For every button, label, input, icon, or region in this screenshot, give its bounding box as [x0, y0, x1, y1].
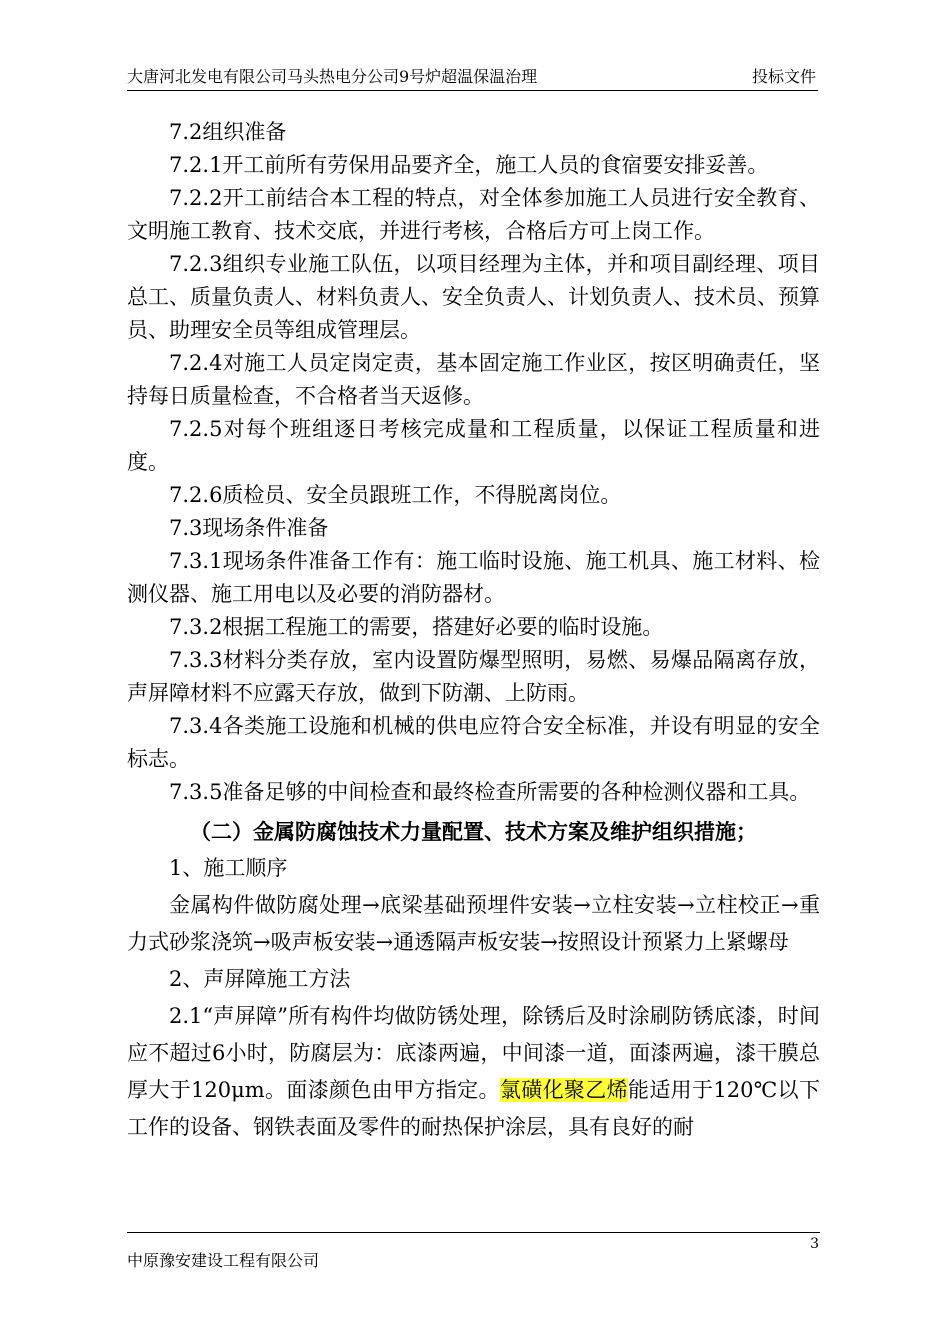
paragraph-7-3-2: 7.3.2根据工程施工的需要，搭建好必要的临时设施。 [169, 615, 664, 639]
paragraph-7-2-3: 7.2.3组织专业施工队伍，以项目经理为主体，并和项目副经理、项目总工、质量负责人、材料负责人、安全负责人、计划负责人、技术员、预算员、助理安全员等组成管理层。 [127, 252, 820, 342]
paragraph-7-3-4: 7.3.4各类施工设施和机械的供电应符合安全标准，并设有明显的安全标志。 [127, 714, 820, 771]
paragraph-7-2-5: 7.2.5对每个班组逐日考核完成量和工程质量，以保证工程质量和进度。 [127, 417, 820, 474]
section-title: （二）金属防腐蚀技术力量配置、技术方案及维护组织措施； [190, 819, 757, 844]
subsection-2-text-before: 2.1“声屏障”所有构件均做防锈处理，除锈后及时涂刷防锈底漆，时间应不超过6小时，防腐层为：底漆两遍，中间漆一道，面漆两遍，漆干膜总厚大于120μm。面漆颜色由甲方指定。 [127, 1004, 820, 1102]
page-number: 3 [810, 1236, 819, 1252]
footer-divider [127, 1232, 820, 1233]
subsection-1-body: 金属构件做防腐处理→底梁基础预埋件安装→立柱安装→立柱校正→重力式砂浆浇筑→吸声板安装→通透隔声板安装→按照设计预紧力上紧螺母 [127, 893, 820, 954]
heading-7-3: 7.3现场条件准备 [169, 516, 329, 540]
highlighted-term: 氯磺化聚乙烯 [499, 1078, 628, 1102]
subsection-2-body [127, 998, 820, 1146]
header-project-title: 大唐河北发电有限公司马头热电分公司9号炉超温保温治理 [127, 67, 538, 86]
paragraph-7-2-1: 7.2.1开工前所有劳保用品要齐全，施工人员的食宿要安排妥善。 [169, 153, 769, 177]
subsection-1-title: 1、施工顺序 [169, 856, 288, 880]
paragraph-7-3-3: 7.3.3材料分类存放，室内设置防爆型照明，易燃、易爆品隔离存放，声屏障材料不应露天存放，做到下防潮、上防雨。 [127, 648, 820, 705]
subsection-2-text-after: 能适用于120℃以下工作的设备、钢铁表面及零件的耐热保护涂层，具有良好的耐 [127, 1078, 820, 1139]
paragraph-7-3-5: 7.3.5准备足够的中间检查和最终检查所需要的各种检测仪器和工具。 [169, 780, 811, 804]
footer-company: 中原豫安建设工程有限公司 [127, 1251, 320, 1270]
paragraph-7-2-6: 7.2.6质检员、安全员跟班工作，不得脱离岗位。 [169, 483, 622, 507]
paragraph-7-2-2: 7.2.2开工前结合本工程的特点，对全体参加施工人员进行安全教育、文明施工教育、技术交底，并进行考核，合格后方可上岗工作。 [127, 186, 820, 243]
page-header [127, 66, 818, 91]
subsection-2-title: 2、声屏障施工方法 [169, 967, 351, 991]
heading-7-2: 7.2组织准备 [169, 120, 287, 144]
paragraph-7-3-1: 7.3.1现场条件准备工作有：施工临时设施、施工机具、施工材料、检测仪器、施工用电以及必要的消防器材。 [127, 549, 820, 606]
paragraph-7-2-4: 7.2.4对施工人员定岗定责，基本固定施工作业区，按区明确责任，坚持每日质量检查，不合格者当天返修。 [127, 351, 820, 408]
document-body [127, 116, 820, 1146]
header-doc-type: 投标文件 [751, 67, 816, 86]
